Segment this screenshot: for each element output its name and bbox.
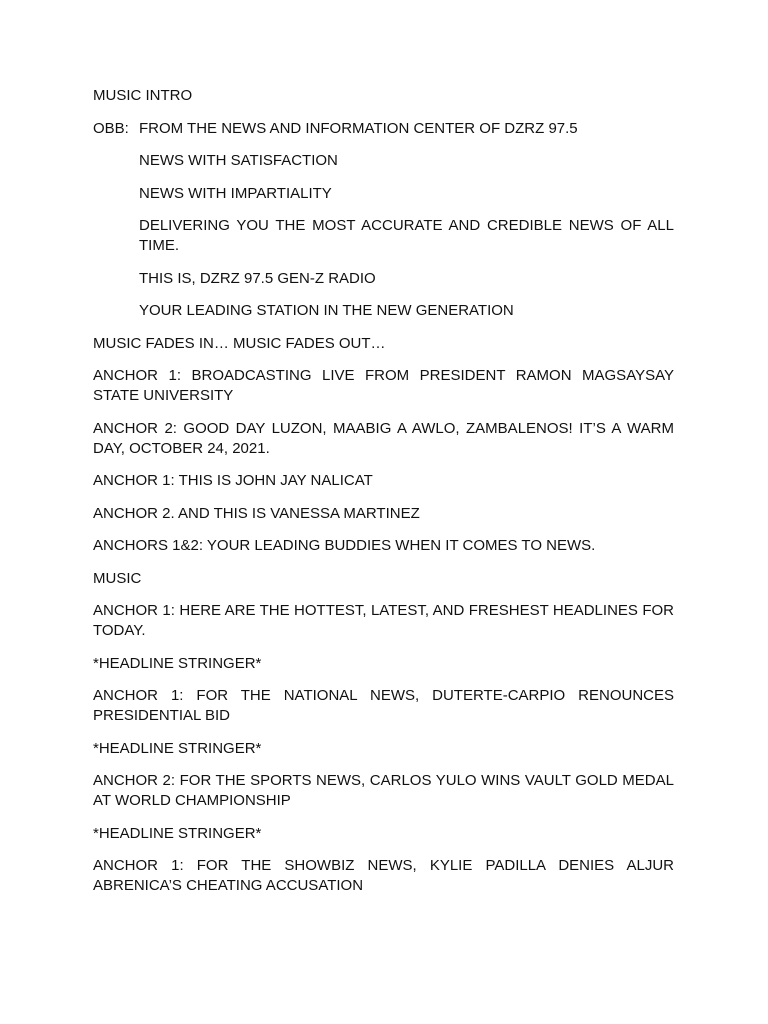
script-line: ANCHORS 1&2: YOUR LEADING BUDDIES WHEN IT COMES TO NEWS.: [93, 537, 596, 554]
script-line: ANCHOR 2: FOR THE SPORTS NEWS, CARLOS YULO WINS VAULT GOLD MEDAL AT WORLD CHAMPIONSHIP: [93, 772, 674, 809]
obb-label: OBB:: [93, 119, 129, 137]
obb-line: NEWS WITH SATISFACTION: [139, 152, 338, 169]
script-line: ANCHOR 1: FOR THE NATIONAL NEWS, DUTERTE-CARPIO RENOUNCES PRESIDENTIAL BID: [93, 687, 674, 724]
document-page: [93, 86, 674, 909]
script-line: ANCHOR 2: GOOD DAY LUZON, MAABIG A AWLO, ZAMBALENOS! IT’S A WARM DAY, OCTOBER 24, 2021.: [93, 419, 674, 457]
script-line: *HEADLINE STRINGER*: [93, 654, 262, 672]
script-line: ANCHOR 1: THIS IS JOHN JAY NALICAT: [93, 472, 373, 489]
script-line: ANCHOR 1: FOR THE SHOWBIZ NEWS, KYLIE PADILLA DENIES ALJUR ABRENICA’S CHEATING ACCUSATION: [93, 857, 674, 894]
music-fades-line: MUSIC FADES IN… MUSIC FADES OUT…: [93, 334, 386, 352]
music-intro-line: MUSIC INTRO: [93, 87, 193, 104]
script-line: *HEADLINE STRINGER*: [93, 824, 262, 842]
script-line: *HEADLINE STRINGER*: [93, 739, 262, 757]
script-line: ANCHOR 1: HERE ARE THE HOTTEST, LATEST, AND FRESHEST HEADLINES FOR TODAY.: [93, 602, 674, 639]
obb-line: NEWS WITH IMPARTIALITY: [139, 184, 332, 202]
obb-line: YOUR LEADING STATION IN THE NEW GENERATION: [139, 302, 514, 319]
obb-row: [93, 119, 674, 139]
obb-line: FROM THE NEWS AND INFORMATION CENTER OF DZRZ 97.5: [139, 119, 578, 137]
obb-line: DELIVERING YOU THE MOST ACCURATE AND CREDIBLE NEWS OF ALL TIME.: [139, 217, 674, 254]
script-line: ANCHOR 1: BROADCASTING LIVE FROM PRESIDENT RAMON MAGSAYSAY STATE UNIVERSITY: [93, 367, 674, 404]
obb-line: THIS IS, DZRZ 97.5 GEN-Z RADIO: [139, 269, 376, 287]
script-line: ANCHOR 2. AND THIS IS VANESSA MARTINEZ: [93, 504, 420, 522]
script-line: MUSIC: [93, 569, 142, 587]
